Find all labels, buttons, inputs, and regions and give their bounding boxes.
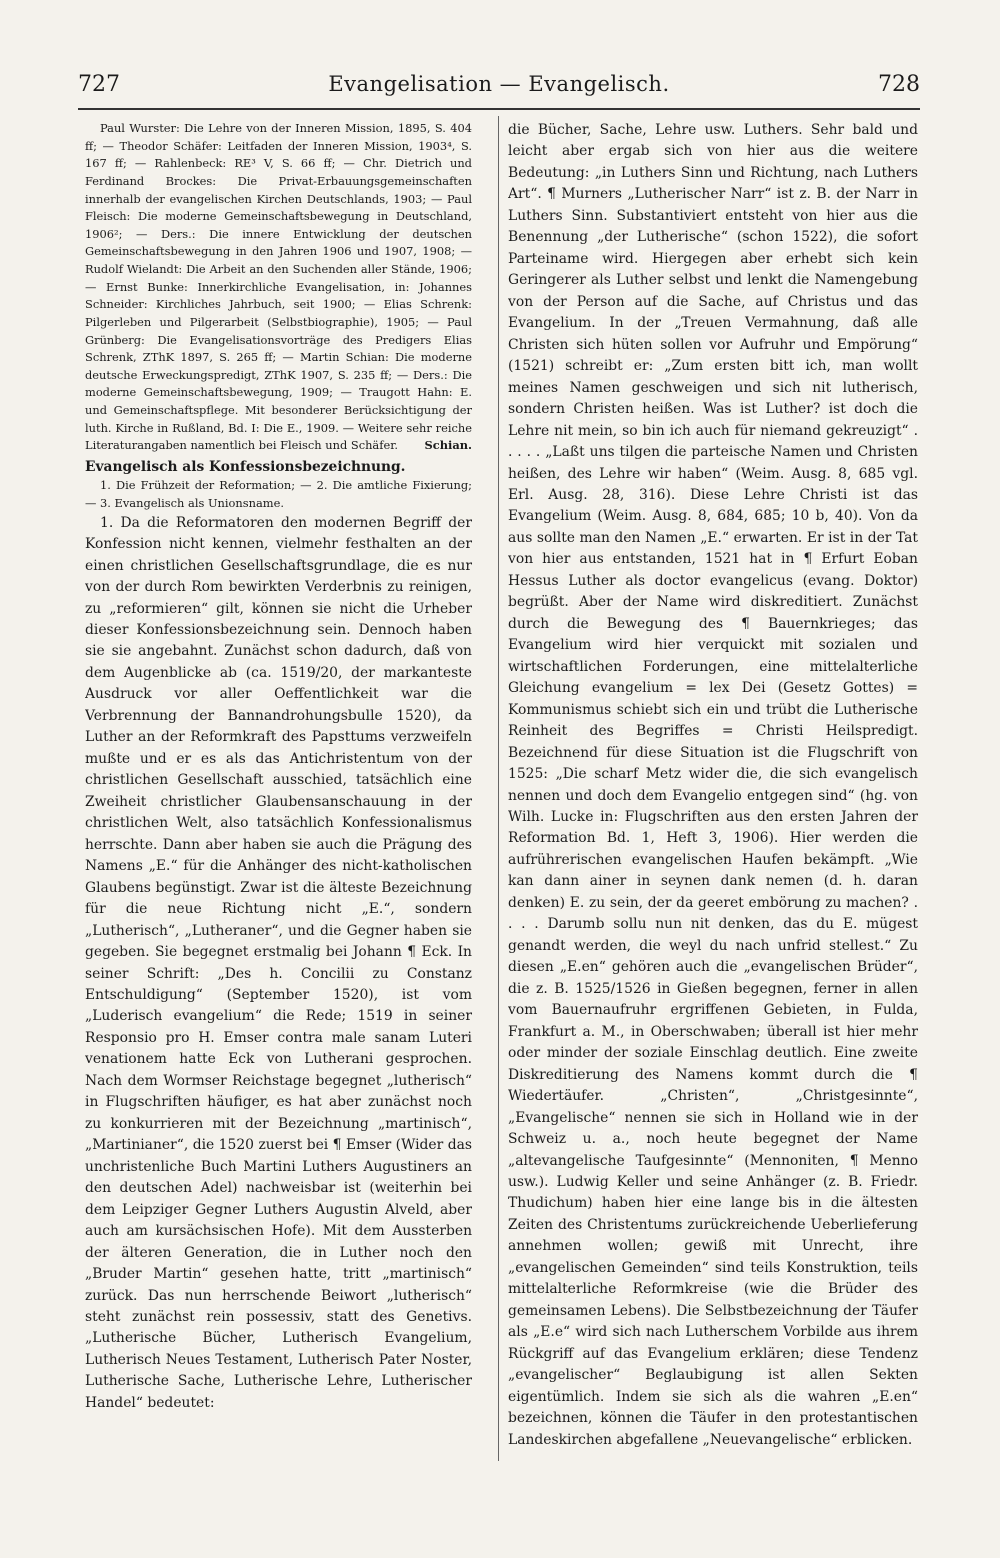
bibliography-block (85, 120, 472, 455)
header-rule (78, 108, 920, 110)
right-column (508, 120, 918, 1460)
column-divider (498, 116, 499, 1461)
page-header (78, 72, 920, 108)
body-paragraph: 1. Da die Reformatoren den modernen Begriff der Konfession nicht kennen, vielmehr festhalten an der einen christlichen Gesellschaftsgrundlage, die es nur von der durch Rom bewirkten Verderbnis zu reinigen, zu „reformieren“ gilt, können sie nicht die Urheber dieser Konfessionsbezeichnung sein. Dennoch haben sie sie angebahnt. Zunächst schon dadurch, daß von dem Augenblicke ab (ca. 1519/20, der markanteste Ausdruck vor aller Oeffentlichkeit war die Verbrennung der Bannandrohungsbulle 1520), da Luther an der Reformkraft des Papsttums verzweifeln mußte und er es als das Antichristentum von der christlichen Gesellschaft ausschied, tatsächlich eine Zweiheit christlicher Glaubensanschauung in der christlichen Welt, also tatsächlich Konfessionalismus herrschte. Dann aber haben sie auch die Prägung des Namens „E.“ für die Anhänger des nicht-katholischen Glaubens begünstigt. Zwar ist die älteste Bezeichnung für die neue Richtung nicht „E.“, sondern „Lutherisch“, „Lutheraner“, und die Gegner haben sie gegeben. Sie begegnet erstmalig bei Johann ¶ Eck. In seiner Schrift: „Des h. Concilii zu Constanz Entschuldigung“ (September 1520), ist vom „Luderisch evangelium“ die Rede; 1519 in seiner Responsio pro H. Emser contra male sanam Luteri venationem hatte Eck von Lutherani gesprochen. Nach dem Wormser Reichstage begegnet „lutherisch“ in Flugschriften häufiger, es hat aber zunächst noch zu konkurrieren mit der Bezeichnung „martinisch“, „Martinianer“, die 1520 zuerst bei ¶ Emser (Wider das unchristenliche Buch Martini Luthers Augustiners an den deutschen Adel) nachweisbar ist (weiterhin bei dem Leipziger Gegner Luthers Augustin Alveld, aber auch am kursächsischen Hofe). Mit dem Aussterben der älteren Generation, die in Luther noch den „Bruder Martin“ gesehen hatte, tritt „martinisch“ zurück. Das nun herrschende Beiwort „lutherisch“ steht zunächst rein possessiv, statt des Genetivs. „Lutherische Bücher, Lutherisch Evangelium, Lutherisch Neues Testament, Lutherisch Pater Noster, Lutherische Sache, Lutherische Lehre, Lutherischer Handel“ bedeutet: (85, 514, 472, 1411)
section-title: Evangelisch als Konfessionsbezeichnung. (85, 458, 406, 475)
bibliography-text: Paul Wurster: Die Lehre von der Inneren Mission, 1895, S. 404 ff; — Theodor Schäfer: Leitfaden der Inneren Mission, 1903⁴, S. 167 ff; — Rahlenbeck: RE³ V, S. 66 ff; — Chr. Dietrich und Ferdinand Brockes: Die Privat-Erbauungsgemeinschaften innerhalb der evangelischen Kirchen Deutschlands, 1903; — Paul Fleisch: Die moderne Gemeinschaftsbewegung in Deutschland, 1906²; — Ders.: Die innere Entwicklung der deutschen Gemeinschaftsbewegung in den Jahren 1906 und 1907, 1908; — Rudolf Wielandt: Die Arbeit an den Suchenden aller Stände, 1906; — Ernst Bunke: Innerkirchliche Evangelisation, in: Johannes Schneider: Kirchliches Jahrbuch, seit 1900; — Elias Schrenk: Pilgerleben und Pilgerarbeit (Selbstbiographie), 1905; — Paul Grünberg: Die Evangelisationsvorträge des Predigers Elias Schrenk, ZThK 1897, S. 265 ff; — Martin Schian: Die moderne deutsche Erweckungspredigt, ZThK 1907, S. 235 ff; — Ders.: Die moderne Gemeinschaftsbewegung, 1909; — Traugott Hahn: E. und Gemeinschaftspflege. Mit besonderer Berücksichtigung der luth. Kirche in Rußland, Bd. I: Die E., 1909. — Weitere sehr reiche Literaturangaben namentlich bei Fleisch und Schäfer. (85, 121, 472, 453)
left-column (85, 120, 472, 1460)
running-title: Evangelisation — Evangelisch. (328, 72, 670, 96)
body-paragraph-continued: die Bücher, Sache, Lehre usw. Luthers. Sehr bald und leicht aber ergab sich von hier aus die weitere Bedeutung: „in Luthers Sinn und Richtung, nach Luthers Art“. ¶ Murners „Lutherischer Narr“ ist z. B. der Narr in Luthers Sinn. Substantiviert entsteht von hier aus die Benennung „der Lutherische“ (schon 1522), die sofort Parteiname wird. Hiergegen aber erhebt sich kein Geringerer als Luther selbst und lenkt die Namengebung von der Person auf die Sache, auf Christus und das Evangelium. In der „Treuen Vermahnung, daß alle Christen sich hüten sollen vor Aufruhr und Empörung“ (1521) schreibt er: „Zum ersten bitt ich, man wollt meines Namen geschweigen und sich nit lutherisch, sondern Christen heißen. Was ist Luther? ist doch die Lehre nit mein, so bin ich auch für niemand gekreuzigt“ . . . . . „Laßt uns tilgen die parteische Namen und Christen heißen, des Lehre wir haben“ (Weim. Ausg. 8, 685 vgl. Erl. Ausg. 28, 316). Diese Lehre Christi ist das Evangelium (Weim. Ausg. 8, 684, 685; 10 b, 40). Von da aus sollte man den Namen „E.“ erwarten. Er ist in der Tat von hier aus entstanden, 1521 hat in ¶ Erfurt Eoban Hessus Luther als doctor evangelicus (evang. Doktor) begrüßt. Aber der Name wird diskreditiert. Zunächst durch die Bewegung des ¶ Bauernkrieges; das Evangelium wird hier verquickt mit sozialen und wirtschaftlichen Forderungen, eine mittelalterliche Gleichung evangelium = lex Dei (Gesetz Gottes) = Kommunismus schiebt sich ein und trübt die Lutherische Reinheit des Begriffes = Christi Heilspredigt. Bezeichnend für diese Situation ist die Flugschrift von 1525: „Die scharf Metz wider die, die sich evangelisch nennen und doch dem Evangelio entgegen sind“ (hg. von Wilh. Lucke in: Flugschriften aus den ersten Jahren der Reformation Bd. 1, Heft 3, 1906). Hier werden die aufrührerischen evangelischen Haufen bekämpft. „Wie kan dann ainer in seynen dank nemen (d. h. daran denken) E. zu sein, der da geeret embörung zu machen? . . . . Darumb sollu nun nit denken, das du E. mügest genandt werden, die weyl du nach unfrid stellest.“ Zu diesen „E.en“ gehören auch die „evangelischen Brüder“, die z. B. 1525/1526 in Gießen begegnen, ferner in allen vom Bauernaufruhr ergriffenen Gebieten, in Fulda, Frankfurt a. M., in Oberschwaben; überall ist hier mehr oder minder der soziale Einschlag deutlich. Eine zweite Diskreditierung des Namens kommt durch die ¶ Wiedertäufer. „Christen“, „Christgesinnte“, „Evangelische“ nennen sie sich in Holland wie in der Schweiz u. a., noch heute begegnet der Name „altevangelische Taufgesinnte“ (Mennoniten, ¶ Menno usw.). Ludwig Keller und seine Anhänger (z. B. Friedr. Thudichum) haben hier eine lange bis in die ältesten Zeiten des Christentums zurückreichende Ueberlieferung annehmen wollen; gewiß mit Unrecht, ihre „evangelischen Gemeinden“ sind teils Konstruktion, teils mittelalterliche Reformkreise (wie die Brüder des gemeinsamen Lebens). Die Selbstbezeichnung der Täufer als „E.e“ wird sich nach Lutherschem Vorbilde aus ihrem Rückgriff auf das Evangelium erklären; diese Tendenz „evangelischer“ Beglaubigung ist allen Sekten eigentümlich. Indem sie sich als die wahren „E.en“ bezeichnen, können die Täufer in den protestantischen Landeskirchen abgefallene „Neuevangelische“ erblicken. (508, 122, 918, 1448)
page-number-right: 728 (878, 72, 920, 97)
section-outline: 1. Die Frühzeit der Reformation; — 2. Die amtliche Fixierung; — 3. Evangelisch als Unionsname. (85, 478, 472, 510)
page-number-left: 727 (78, 72, 120, 97)
author-signature: Schian. (424, 437, 472, 452)
